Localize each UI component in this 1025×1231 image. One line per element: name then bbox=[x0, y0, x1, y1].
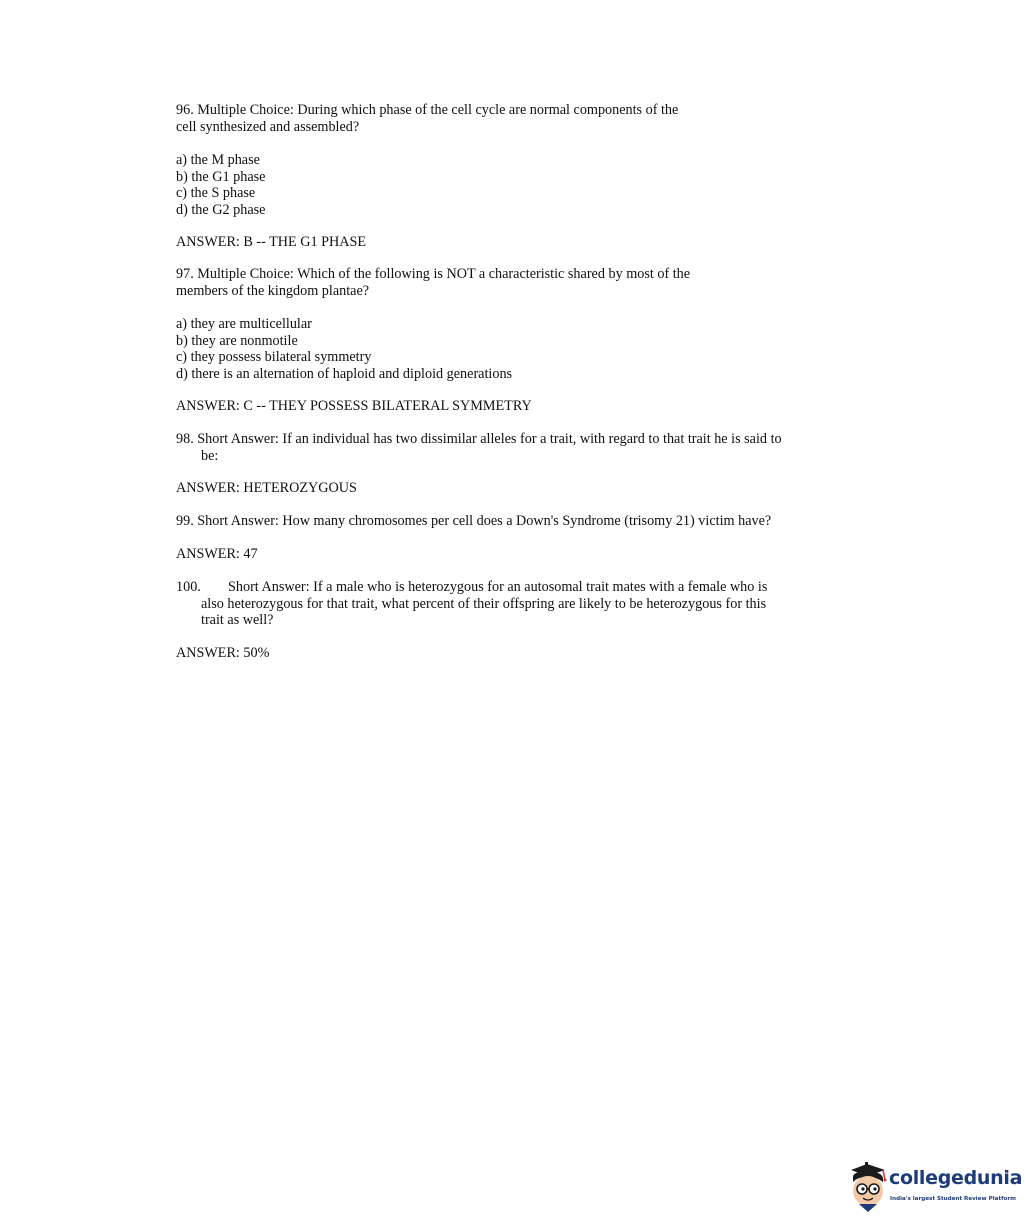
question-96 bbox=[176, 102, 678, 135]
question-text-line: also heterozygous for that trait, what percent of their offspring are likely to be heterozygous for this bbox=[201, 595, 767, 612]
question-96-options bbox=[176, 152, 265, 218]
answer-text: ANSWER: 50% bbox=[176, 645, 270, 661]
question-text-line: 96. Multiple Choice: During which phase of the cell cycle are normal components of the bbox=[176, 102, 679, 118]
answer-text: ANSWER: C -- THEY POSSESS BILATERAL SYMMETRY bbox=[176, 398, 532, 414]
question-text-line: cell synthesized and assembled? bbox=[176, 118, 360, 135]
question-98 bbox=[176, 431, 782, 464]
answer-98 bbox=[176, 480, 357, 497]
answer-100 bbox=[176, 645, 269, 662]
question-97-options bbox=[176, 316, 512, 382]
question-text-line: 97. Multiple Choice: Which of the following is NOT a characteristic shared by most of the bbox=[176, 266, 691, 282]
option-c: c) they possess bilateral symmetry bbox=[176, 349, 372, 365]
option-a: a) the M phase bbox=[176, 152, 260, 168]
option-d: d) there is an alternation of haploid and diploid generations bbox=[176, 365, 513, 382]
question-text-line: 99. Short Answer: How many chromosomes per cell does a Down's Syndrome (trisomy 21) victim have? bbox=[176, 513, 772, 529]
question-text-line bbox=[176, 579, 767, 596]
answer-text: ANSWER: B -- THE G1 PHASE bbox=[176, 234, 367, 250]
brand-tagline: India's largest Student Review Platform bbox=[890, 1196, 1016, 1202]
option-c: c) the S phase bbox=[176, 185, 256, 201]
brand-name: collegedunia bbox=[889, 1167, 1023, 1189]
question-text-line: trait as well? bbox=[201, 612, 274, 628]
question-99 bbox=[176, 513, 771, 530]
question-97 bbox=[176, 266, 690, 299]
option-a: a) they are multicellular bbox=[176, 316, 312, 332]
option-b: b) they are nonmotile bbox=[176, 332, 298, 349]
question-number: 100. bbox=[176, 579, 201, 595]
question-text: Short Answer: If a male who is heterozygous for an autosomal trait mates with a female who is bbox=[228, 579, 768, 595]
answer-text: ANSWER: 47 bbox=[176, 546, 258, 562]
answer-96 bbox=[176, 234, 366, 251]
student-mascot-icon bbox=[845, 1160, 891, 1214]
answer-99 bbox=[176, 546, 258, 563]
collegedunia-logo bbox=[845, 1160, 1023, 1214]
option-b: b) the G1 phase bbox=[176, 168, 266, 185]
option-d: d) the G2 phase bbox=[176, 201, 266, 218]
answer-97 bbox=[176, 398, 532, 415]
question-text-line: members of the kingdom plantae? bbox=[176, 282, 370, 299]
question-100 bbox=[176, 579, 767, 629]
question-text-line: 98. Short Answer: If an individual has two dissimilar alleles for a trait, with regard to that trait he is said to bbox=[176, 431, 782, 447]
question-text-line: be: bbox=[201, 447, 219, 464]
answer-text: ANSWER: HETEROZYGOUS bbox=[176, 480, 357, 496]
